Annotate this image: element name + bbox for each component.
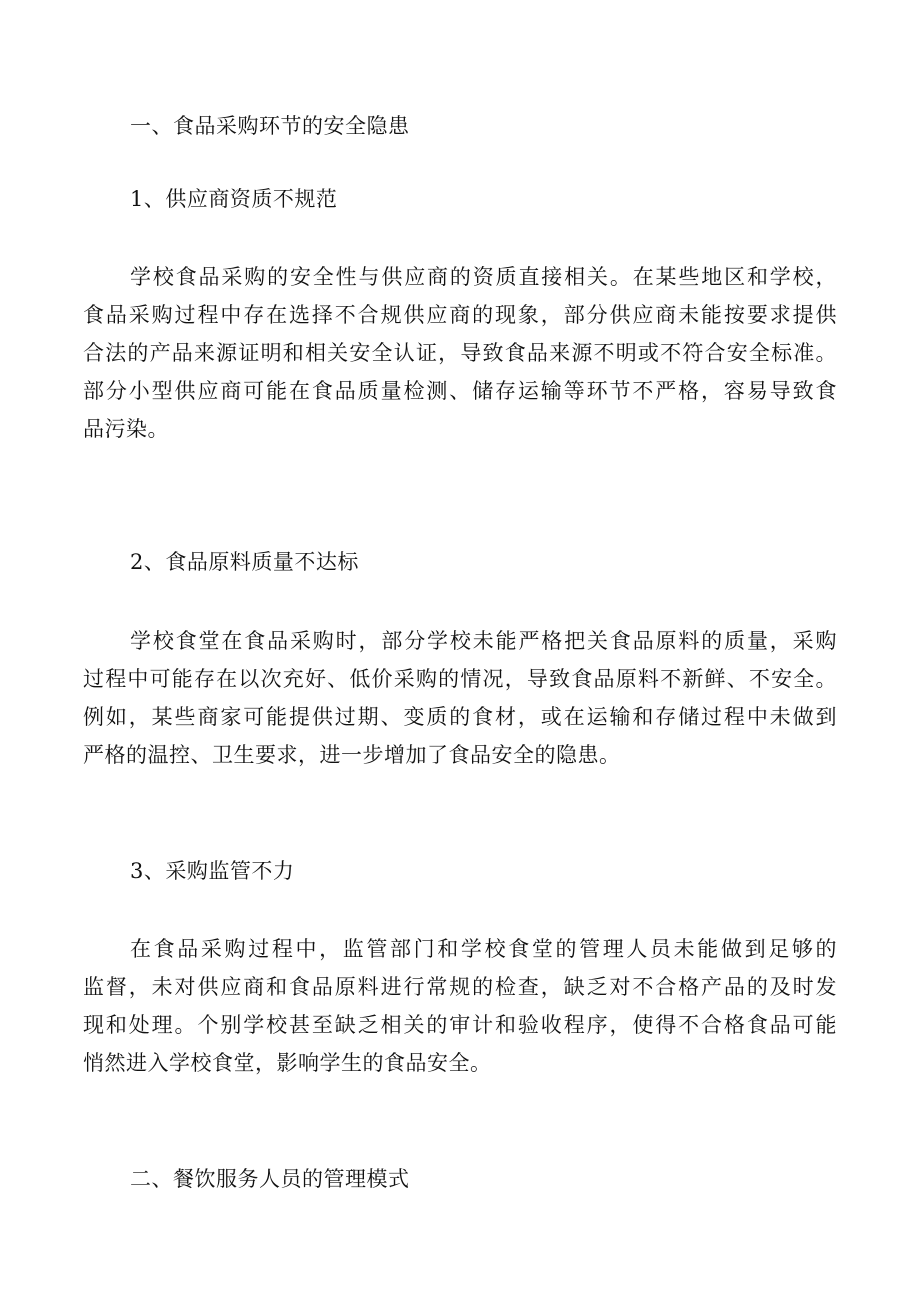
paragraph-line: 品污染。 [83, 417, 169, 441]
paragraph-line: 严格的温控、卫生要求，进一步增加了食品安全的隐患。 [83, 743, 621, 767]
paragraph-line: 监督，未对供应商和食品原料进行常规的检查，缺乏对不合格产品的及时发 [83, 975, 837, 999]
section-heading-1: 一、食品采购环节的安全隐患 [130, 114, 410, 138]
section-heading-2: 二、餐饮服务人员的管理模式 [130, 1167, 410, 1191]
paragraph-line: 食品采购过程中存在选择不合规供应商的现象，部分供应商未能按要求提供 [83, 303, 837, 327]
paragraph-3 [83, 930, 837, 1082]
subsection-heading-2: 2、食品原料质量不达标 [130, 550, 359, 574]
subsection-heading-1: 1、供应商资质不规范 [130, 187, 338, 211]
subsection-heading-3: 3、采购监管不力 [130, 859, 295, 883]
paragraph-line: 现和处理。个别学校甚至缺乏相关的审计和验收程序，使得不合格食品可能 [83, 1013, 837, 1037]
paragraph-line: 学校食品采购的安全性与供应商的资质直接相关。在某些地区和学校， [130, 265, 837, 289]
paragraph-line: 在食品采购过程中，监管部门和学校食堂的管理人员未能做到足够的 [130, 937, 837, 961]
paragraph-line: 合法的产品来源证明和相关安全认证，导致食品来源不明或不符合安全标准。 [83, 341, 837, 365]
paragraph-1 [83, 258, 837, 448]
paragraph-line: 部分小型供应商可能在食品质量检测、储存运输等环节不严格，容易导致食 [83, 379, 837, 403]
paragraph-line: 过程中可能存在以次充好、低价采购的情况，导致食品原料不新鲜、不安全。 [83, 667, 837, 691]
paragraph-2 [83, 622, 837, 774]
paragraph-line: 学校食堂在食品采购时，部分学校未能严格把关食品原料的质量，采购 [130, 629, 837, 653]
paragraph-line: 悄然进入学校食堂，影响学生的食品安全。 [83, 1051, 492, 1075]
paragraph-line: 例如，某些商家可能提供过期、变质的食材，或在运输和存储过程中未做到 [83, 705, 837, 729]
